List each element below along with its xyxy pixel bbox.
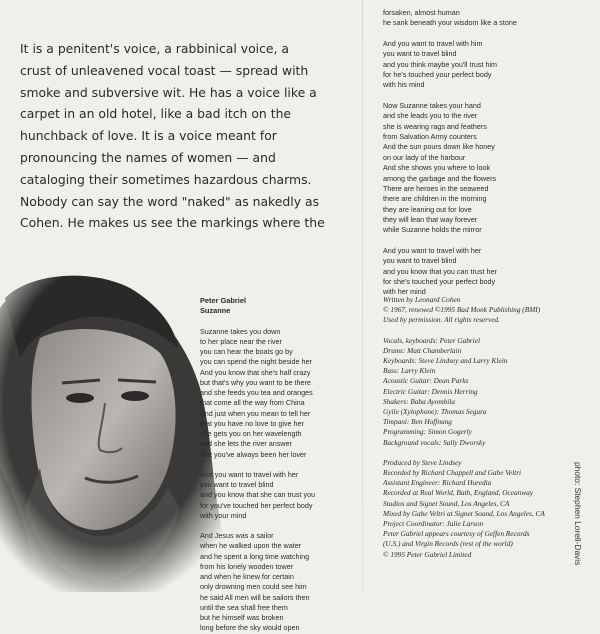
lyric-line: you can spend the night beside her bbox=[200, 357, 312, 367]
song-lyrics bbox=[200, 296, 370, 634]
lyric-line: he said All men will be sailors then bbox=[200, 592, 310, 602]
essay-line: Nobody can say the word "naked" as nakedly as bbox=[20, 193, 320, 209]
lyric-line: Now Suzanne takes your hand bbox=[383, 101, 481, 111]
lyric-line: with his mind bbox=[383, 80, 425, 90]
lyric-line: that you have no love to give her bbox=[200, 418, 304, 428]
credit-line: Keyboards: Steve Lindsey and Larry Klein bbox=[383, 356, 508, 366]
lyrics-continued bbox=[383, 8, 563, 298]
lyric-line: And you want to travel with her bbox=[200, 469, 299, 479]
lyric-line: when he walked upon the water bbox=[200, 541, 302, 551]
lyric-line: for he's touched your perfect body bbox=[383, 70, 492, 80]
lyric-line: while Suzanne holds the mirror bbox=[383, 225, 482, 235]
lyric-line: And she shows you where to look bbox=[383, 163, 491, 173]
lyric-line: among the garbage and the flowers bbox=[383, 173, 497, 183]
lyric-line: you want to travel blind bbox=[383, 256, 457, 266]
lyric-line: And you know that she's half crazy bbox=[200, 367, 311, 377]
lyric-line: And you want to travel with him bbox=[383, 39, 483, 49]
lyric-line: you want to travel blind bbox=[200, 480, 274, 489]
credit-line: Background vocals: Sally Dworsky bbox=[383, 437, 486, 447]
credit-line: © 1967, renewed ©1995 Bad Monk Publishing (BMI) bbox=[383, 305, 541, 315]
credit-line: Assistant Engineer: Richard Huredia bbox=[383, 478, 492, 488]
lyric-line: to her place near the river bbox=[200, 336, 282, 346]
lyric-line: they will lean that way forever bbox=[383, 214, 478, 224]
lyric-line: that come all the way from China bbox=[200, 398, 305, 408]
credit-line: Used by permission. All rights reserved. bbox=[383, 315, 500, 325]
essay-text bbox=[20, 38, 365, 234]
credit-line: Bass: Larry Klein bbox=[383, 366, 436, 376]
lyric-line: and when he knew for certain bbox=[200, 572, 294, 581]
lyric-line: but that's why you want to be there bbox=[200, 377, 311, 387]
lyric-line: from Salvation Army counters bbox=[383, 132, 477, 142]
essay-line: hunchback of love. It is a voice meant for bbox=[20, 128, 277, 144]
essay-line: carpet in an old hotel, like a bad itch on the bbox=[20, 106, 292, 122]
lyric-line: you want to travel blind bbox=[383, 49, 457, 59]
lyric-line: And just when you mean to tell her bbox=[200, 408, 311, 418]
lyric-line: and you know that she can trust you bbox=[200, 490, 316, 500]
credit-line: Vocals, keyboards: Peter Gabriel bbox=[383, 335, 480, 345]
song-title: Suzanne bbox=[200, 306, 231, 316]
lyric-line: he sank beneath your wisdom like a stone bbox=[383, 18, 517, 28]
lyric-line: and he spent a long time watching bbox=[200, 551, 310, 561]
lyric-line: until the sea shall free them bbox=[200, 602, 288, 612]
credit-line: Timpani: Ben Hoffnung bbox=[383, 417, 452, 427]
lyric-line: that you've always been her lover bbox=[200, 449, 307, 459]
lyric-line: and you think maybe you'll trust him bbox=[383, 59, 498, 69]
lyric-line: and she lets the river answer bbox=[200, 439, 292, 449]
essay-line: pronouncing the names of women — and bbox=[20, 149, 276, 165]
essay-line: Cohen. He makes us see the markings where the bbox=[20, 215, 325, 231]
song-credits bbox=[383, 295, 573, 560]
lyric-line: And you want to travel with her bbox=[383, 245, 482, 255]
credit-line: Drums: Matt Chamberlain bbox=[383, 345, 462, 355]
lyric-line: there are children in the morning bbox=[383, 194, 487, 204]
credit-line: Produced by Steve Lindsey bbox=[383, 457, 462, 467]
essay-line: cataloging their sometimes hazardous charms. bbox=[20, 171, 312, 187]
credit-line: Mixed by Gabe Veltri at Signet Sound, Los Angeles, CA bbox=[383, 508, 545, 518]
lyric-line: with her mind bbox=[383, 287, 426, 297]
credit-line: Shakers: Baba Ayombila bbox=[383, 396, 456, 406]
lyric-line: but he himself was broken bbox=[200, 613, 284, 622]
photo-credit: photo: Stephen Lorell-Davis bbox=[573, 462, 583, 566]
lyric-line: only drowning men could see him bbox=[200, 582, 307, 592]
lyric-line: And the sun pours down like honey bbox=[383, 142, 495, 152]
song-artist: Peter Gabriel bbox=[200, 296, 247, 305]
lyric-line: from his lonely wooden tower bbox=[200, 561, 294, 571]
credit-line: Peter Gabriel appears courtesy of Geffen Records bbox=[383, 529, 530, 539]
lyric-line: And Jesus was a sailor bbox=[200, 531, 274, 540]
lyric-line: and you know that you can trust her bbox=[383, 266, 497, 276]
credit-line: Recorded at Real World, Bath, England, Oceanway bbox=[383, 488, 534, 498]
lyric-line: and she feeds you tea and oranges bbox=[200, 388, 313, 397]
lyric-line: she is wearing rags and feathers bbox=[383, 121, 487, 131]
lyric-line: they are leaning out for love bbox=[383, 204, 472, 214]
lyric-line: for she's touched your perfect body bbox=[383, 276, 496, 286]
lyric-line: for you've touched her perfect body bbox=[200, 500, 313, 510]
essay-line: crust of unleavened vocal toast — spread with bbox=[20, 62, 309, 78]
lyric-line: forsaken, almost human bbox=[383, 8, 460, 17]
credit-line: © 1995 Peter Gabriel Limited bbox=[383, 549, 472, 559]
credit-line: Written by Leonard Cohen bbox=[383, 295, 461, 304]
credit-line: Electric Guitar: Dennis Herring bbox=[383, 386, 478, 396]
credit-line: Gyile (Xylophone): Thomas Segura bbox=[383, 407, 487, 417]
lyric-line: Suzanne takes you down bbox=[200, 326, 281, 336]
lyric-line: on our lady of the harbour bbox=[383, 152, 466, 162]
lyric-line: with your mind bbox=[200, 510, 247, 520]
lyric-line: she gets you on her wavelength bbox=[200, 429, 302, 438]
credit-line: Studios and Signet Sound, Los Angeles, CA bbox=[383, 498, 510, 508]
credit-line: Recorded by Richard Chappell and Gabe Veltri bbox=[383, 468, 522, 478]
credit-line: Programming: Simon Gogerly bbox=[383, 427, 472, 437]
credit-line: (U.S.) and Virgin Records (rest of the world) bbox=[383, 539, 513, 549]
credit-line: Acoustic Guitar: Dean Parks bbox=[383, 376, 469, 386]
lyric-line: There are heroes in the seaweed bbox=[383, 183, 489, 193]
lyric-line: and she leads you to the river bbox=[383, 111, 478, 121]
essay-line: smoke and subversive wit. He has a voice like a bbox=[20, 84, 317, 100]
lyric-line: long before the sky would open bbox=[200, 623, 300, 633]
lyric-line: you can hear the boats go by bbox=[200, 347, 293, 356]
essay-line: It is a penitent's voice, a rabbinical voice, a bbox=[20, 41, 290, 56]
credit-line: Project Coordinator: Julie Larson bbox=[383, 519, 484, 529]
